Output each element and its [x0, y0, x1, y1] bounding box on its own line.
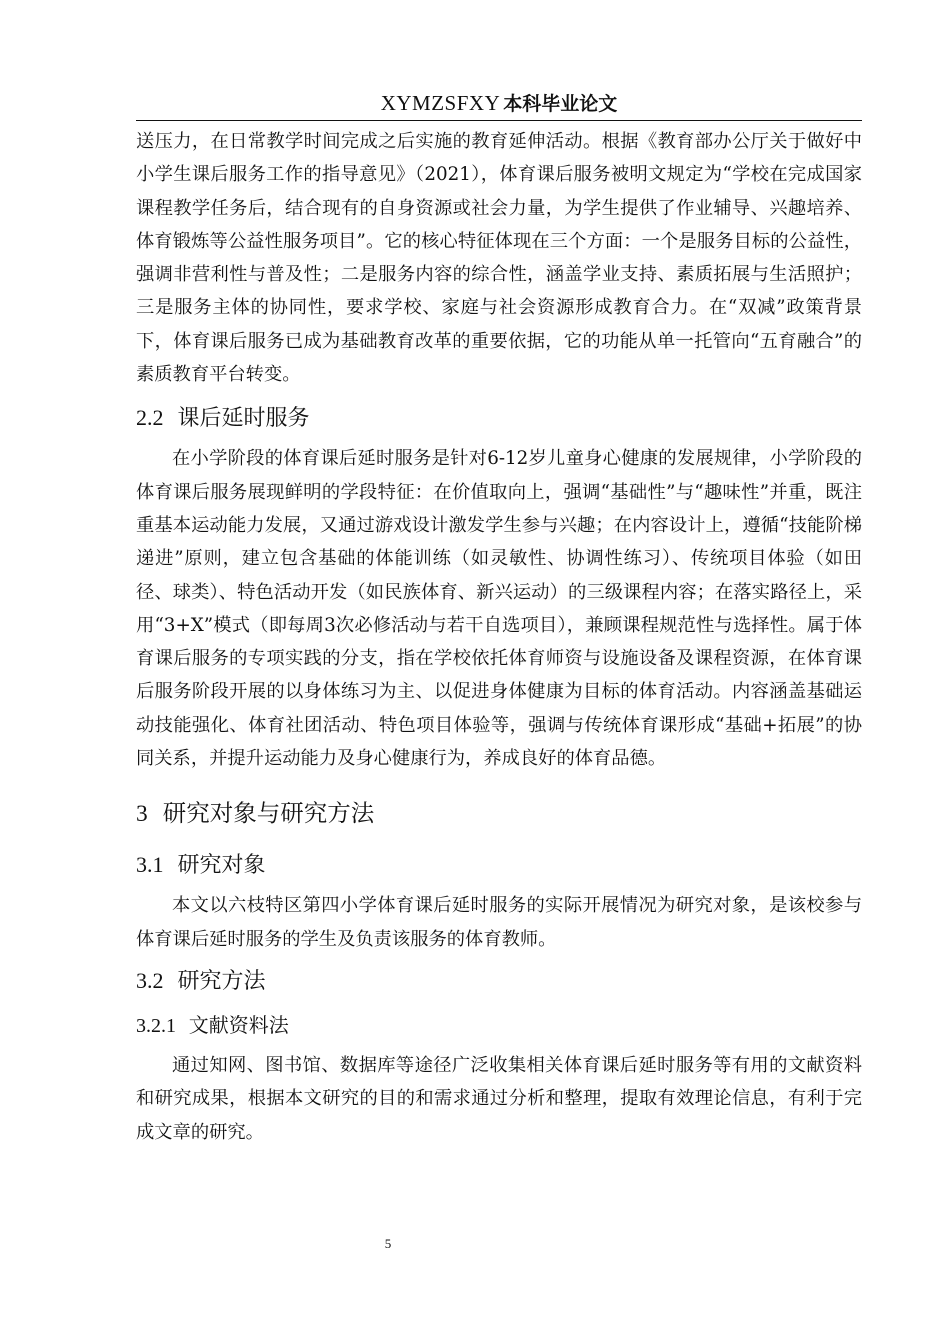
header-label: 本科毕业论文 [503, 93, 618, 115]
page-number: 5 [384, 1236, 392, 1251]
header-code: XYMZSFXY [380, 91, 501, 115]
chapter-title: 研究对象与研究方法 [162, 799, 375, 828]
paragraph-after-school-service: 在小学阶段的体育课后延时服务是针对6-12岁儿童身心健康的发展规律，小学阶段的体育课后服务展现鲜明的学段特征：在价值取向上，强调“基础性”与“趣味性”并重，既注重基本运动能力发展，又通过游戏设计激发学生参与兴趣；在内容设计上，遵循“技能阶梯递进”原则，建立包含基础的体能训练（如灵敏性、协调性练习）、传统项目体验（如田径、球类）、特色活动开发（如民族体育、新兴运动）的三级课程内容；在落实路径上，采用“3+X”模式（即每周3次必修活动与若干自选项目），兼顾课程规范性与选择性。属于体育课后服务的专项实践的分支，指在学校依托体育师资与设施设备及课程资源，在体育课后服务阶段开展的以身体练习为主、以促进身体健康为目标的体育活动。内容涵盖基础运动技能强化、体育社团活动、特色项目体验等，强调与传统体育课形成“基础+拓展”的协同关系，并提升运动能力及身心健康行为，养成良好的体育品德。 [136, 448, 862, 770]
section-title: 课后延时服务 [177, 406, 310, 432]
header-rule [136, 120, 862, 121]
paragraph-continued: 送压力，在日常教学时间完成之后实施的教育延伸活动。根据《教育部办公厅关于做好中小学生课后服务工作的指导意见》（2021），体育课后服务被明文规定为“学校在完成国家课程教学任务后，结合现有的自身资源或社会力量，为学生提供了作业辅导、兴趣培养、体育锻炼等公益性服务项目”。它的核心特征体现在三个方面：一个是服务目标的公益性，强调非营利性与普及性；二是服务内容的综合性，涵盖学业支持、素质拓展与生活照护；三是服务主体的协同性，要求学校、家庭与社会资源形成教育合力。在“双减”政策背景下，体育课后服务已成为基础教育改革的重要依据，它的功能从单一托管向“五育融合”的素质教育平台转变。 [136, 131, 862, 386]
paragraph-research-object: 本文以六枝特区第四小学体育课后延时服务的实际开展情况为研究对象，是该校参与体育课后延时服务的学生及负责该服务的体育教师。 [136, 895, 862, 950]
running-header [136, 90, 862, 117]
chapter-number: 3 [136, 801, 148, 828]
paragraph-literature-method: 通过知网、图书馆、数据库等途径广泛收集相关体育课后延时服务等有用的文献资料和研究成果，根据本文研究的目的和需求通过分析和整理，提取有效理论信息，有利于完成文章的研究。 [136, 1054, 862, 1143]
subsection-title: 文献资料法 [188, 1012, 289, 1037]
section-number: 3.1 [136, 852, 164, 878]
section-title: 研究方法 [177, 968, 266, 994]
subsection-heading-3-2-1 [136, 1011, 862, 1040]
section-heading-2-2 [136, 403, 862, 434]
section-number: 2.2 [136, 405, 164, 431]
section-heading-3-2 [136, 966, 862, 997]
subsection-number: 3.2.1 [136, 1014, 176, 1037]
page-body [136, 125, 862, 1149]
section-number: 3.2 [136, 967, 164, 993]
section-title: 研究对象 [177, 853, 266, 879]
chapter-heading-3 [136, 797, 862, 830]
section-heading-3-1 [136, 850, 862, 881]
